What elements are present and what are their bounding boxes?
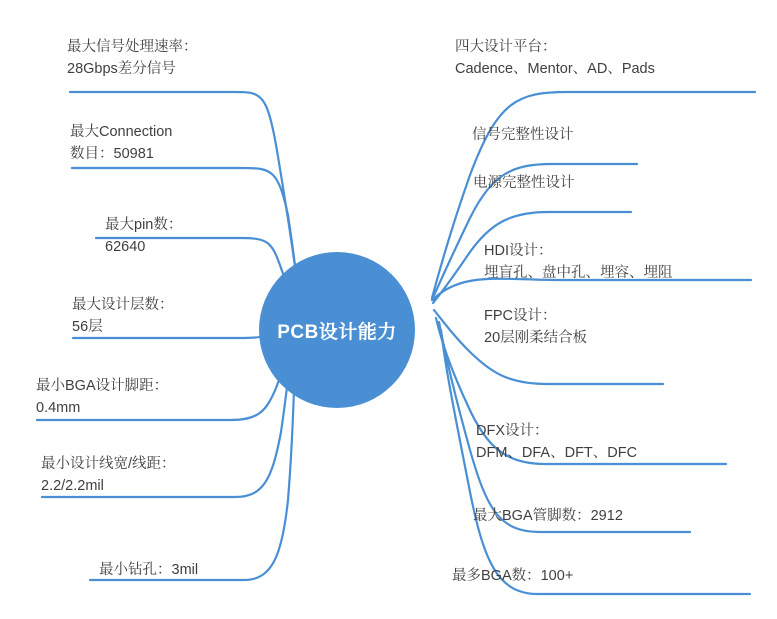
leaf-right-5-line-1: FPC设计： <box>484 308 557 324</box>
leaf-left-1-line-1: 最大信号处理速率： <box>67 39 198 55</box>
leaf-right-4[interactable] <box>484 240 673 285</box>
leaf-left-2-line-2: 数目：50981 <box>70 146 154 163</box>
leaf-right-1[interactable] <box>455 36 655 81</box>
leaf-left-7-line-1: 最小钻孔：3mil <box>99 562 199 578</box>
leaf-left-5[interactable] <box>36 375 168 420</box>
leaf-right-2[interactable] <box>472 124 574 146</box>
leaf-left-3-line-1: 最大pin数： <box>105 217 183 233</box>
leaf-left-5-line-2: 0.4mm <box>36 400 81 417</box>
leaf-right-7-line-1: 最大BGA管脚数：2912 <box>473 508 623 524</box>
leaf-left-2[interactable] <box>70 121 172 166</box>
leaf-right-1-line-2: Cadence、Mentor、AD、Pads <box>455 61 655 78</box>
center-node-label: PCB设计能力 <box>277 321 397 343</box>
leaf-right-6[interactable] <box>476 420 637 465</box>
leaf-left-3[interactable] <box>105 214 182 259</box>
leaf-left-1-line-2: 28Gbps差分信号 <box>67 61 176 78</box>
leaf-left-6-line-2: 2.2/2.2mil <box>41 478 104 495</box>
leaf-left-4-line-1: 最大设计层数： <box>72 297 174 313</box>
leaf-right-2-line-1: 信号完整性设计 <box>472 127 574 143</box>
leaf-right-1-line-1: 四大设计平台： <box>455 39 557 55</box>
leaf-right-4-line-1: HDI设计： <box>484 243 553 259</box>
leaf-right-5-line-2: 20层刚柔结合板 <box>484 330 588 347</box>
leaf-right-6-line-1: DFX设计： <box>476 423 549 439</box>
leaf-right-8-line-1: 最多BGA数：100+ <box>452 568 574 584</box>
center-node[interactable] <box>259 252 415 408</box>
leaf-right-6-line-2: DFM、DFA、DFT、DFC <box>476 445 638 462</box>
leaf-right-4-line-2: 埋盲孔、盘中孔、埋容、埋阻 <box>484 265 673 282</box>
leaf-right-8[interactable] <box>452 565 573 587</box>
leaf-right-3-line-1: 电源完整性设计 <box>473 175 575 191</box>
leaf-right-7[interactable] <box>473 505 623 527</box>
leaf-left-3-line-2: 62640 <box>105 239 146 256</box>
leaf-left-4-line-2: 56层 <box>72 319 103 336</box>
leaf-left-2-line-1: 最大Connection <box>70 124 173 140</box>
leaf-left-5-line-1: 最小BGA设计脚距： <box>36 378 169 394</box>
leaf-left-7[interactable] <box>99 559 198 581</box>
leaf-left-6[interactable] <box>41 453 176 498</box>
leaf-right-3[interactable] <box>473 172 575 194</box>
leaf-left-1[interactable] <box>67 36 198 81</box>
leaf-right-5[interactable] <box>484 305 587 350</box>
leaf-left-4[interactable] <box>72 294 174 339</box>
leaf-left-6-line-1: 最小设计线宽/线距： <box>41 456 176 472</box>
